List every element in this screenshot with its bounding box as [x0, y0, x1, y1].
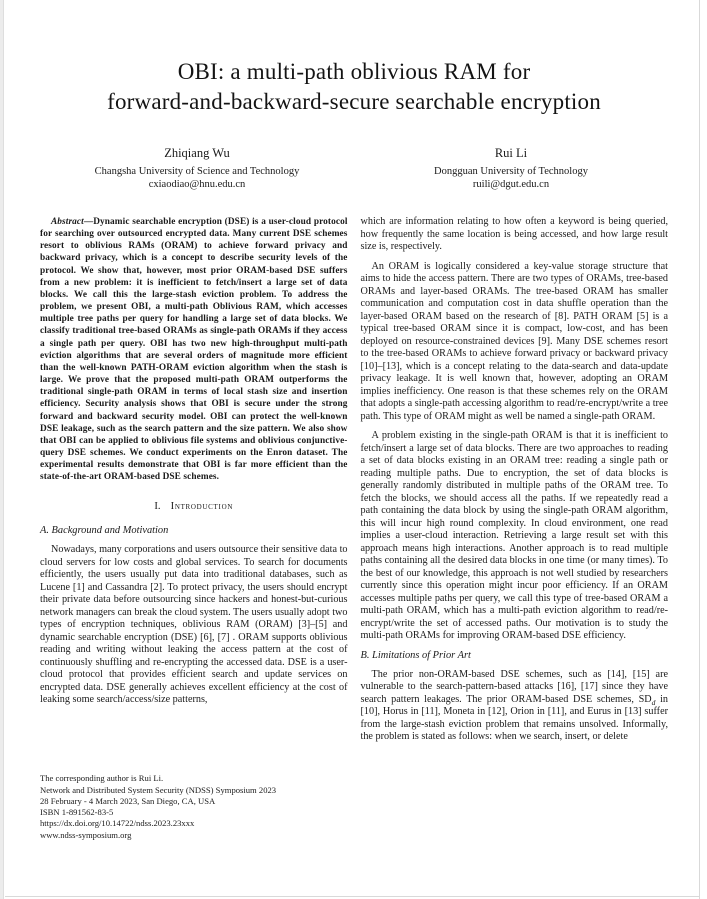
abstract-label: Abstract — [51, 217, 84, 227]
intro-paragraph-2: An ORAM is logically considered a key-value storage structure that aims to hide the access pattern. There are two types of ORAMs, tree-based ORAMs and layer-based ORAMs. The tree-based ORAM has smaller communication and computation cost in data shuffle operation than the layer-based ORAM based on the research of [8]. PATH ORAM [5] is a typical tree-based ORAM since it is compact, low-cost, and has been deployed on resource-constrained devices [9]. Many DSE schemes resort to the tree-based ORAMs to achieve forward privacy or backward privacy [10]–[13], which is a concept relating to the data-search and data-update privacy leakage. It is well known that, however, adopting an ORAM implies inefficiency. One reason is that these schemes rely on the ORAM that adopts a single-path accessing algorithm to read/re-encrypt/write a tree path. This type of ORAM might as well be named a single-path ORAM. — [360, 260, 668, 422]
prior-art-text-post: in [10], Horus in [11], Moneta in [12], Orion in [11], and Eurus in [13] suffer from the large-stash eviction problem that remains unsolved. Informally, the problem is stated as follows: when we search, insert, or delete — [360, 693, 668, 742]
intro-paragraph-1: Nowadays, many corporations and users outsource their sensitive data to cloud servers for low costs and global services. To search for documents efficiently, the users usually put data into traditional databases, such as Lucene [1] and Cassandra [2]. To protect privacy, the users should encrypt their private data before outsourcing since hackers and honest-but-curious network managers can break the cloud system. The users usually adopt two types of encryption techniques, oblivious RAM (ORAM) [3]–[5] and dynamic searchable encryption (DSE) [6], [7] . ORAM supports oblivious reading and writing without leaking the access pattern at the cost of continuously shuffling and re-encrypting the accessed data. DSE is a user-cloud protocol that provides efficient search and update services on encrypted data. DSE generally achieves excellent efficiency at the cost of leaking some search/access/size patterns, — [40, 544, 348, 706]
left-column — [40, 216, 348, 844]
section-title: Introduction — [170, 501, 234, 513]
footnote-doi-url: https://dx.doi.org/10.14722/ndss.2023.23xxx — [40, 818, 195, 829]
abstract-paragraph — [40, 216, 348, 483]
paper-title-line-1: OBI: a multi-path oblivious RAM for — [177, 59, 531, 84]
section-number: I. — [154, 501, 161, 513]
intro-paragraph-1-continued: which are information relating to how often a keyword is being queried, how frequently the same location is being accessed, and how large result size is, respectively. — [360, 216, 668, 252]
footnote-block — [40, 773, 348, 844]
footnote-isbn: ISBN 1-891562-83-5 — [40, 807, 114, 818]
author-1-email: cxiaodiao@hnu.edu.cn — [148, 179, 246, 190]
author-2-name: Rui Li — [494, 146, 528, 160]
author-1-affiliation: Changsha University of Science and Technology — [94, 166, 300, 177]
author-2-email: ruili@dgut.edu.cn — [472, 179, 550, 190]
author-2-affiliation: Dongguan University of Technology — [434, 166, 588, 177]
prior-art-text-pre: The prior non-ORAM-based DSE schemes, such as [14], [15] are vulnerable to the search-pattern-based attacks [16], [17] since they have search pattern leakages. The prior ORAM-based DSE schemes, SD — [360, 668, 668, 705]
section-heading-introduction — [40, 501, 348, 512]
page-right-edge — [699, 0, 700, 899]
footnote-date-location: 28 February - 4 March 2023, San Diego, CA, USA — [40, 795, 216, 806]
subsection-heading-a: A. Background and Motivation — [40, 525, 169, 537]
footnote-website-url: www.ndss-symposium.org — [40, 829, 132, 840]
page-left-edge — [0, 0, 4, 899]
author-block — [40, 146, 668, 191]
paper-title — [40, 57, 668, 117]
prior-art-paragraph — [361, 669, 669, 744]
author-1 — [40, 146, 354, 191]
author-1-name: Zhiqiang Wu — [164, 146, 230, 160]
intro-paragraph-3: A problem existing in the single-path ORAM is that it is inefficient to fetch/insert a large set of data blocks. There are two approaches to reading a set of data blocks existing in an ORAM tree: reading a single path or reading multiple paths. Due to encryption, the set of data blocks is generally randomly distributed in multiple paths of the ORAM tree. To fetch the blocks, we should access all the paths. If we repeatedly read a path containing the data block by using the single-path ORAM algorithm, this will incur high round complexity. In cloud environment, one read implies a user-cloud interaction. Retrieving a large result set with this approach means high interactions. Another approach is to read multiple paths containing all the desired data blocks in one time (or many times). To the best of our knowledge, this approach is not well studied by researchers currently since this operation might incur poor efficiency. If an ORAM accesses multiple paths per query, we call this type of tree-based ORAM a multi-path ORAM, which has a multi-path eviction algorithm to read/re-encrypt/write the set of accessed paths. Our motivation is to study the multi-path ORAMs for improving ORAM-based DSE efficiency. — [360, 430, 668, 641]
page-bottom-edge — [5, 896, 699, 897]
sd-subscript: d — [651, 697, 656, 707]
right-column — [361, 216, 669, 844]
abstract-body: —Dynamic searchable encryption (DSE) is a user-cloud protocol for searching over outsourced encrypted data. Many current DSE schemes resort to oblivious RAMs (ORAM) to achieve forward privacy and backward privacy, which is a concept to describe security levels of the protocol. We show that, however, most prior ORAM-based DSE suffers from a new problem: it is inefficient to fetch/insert a large set of data blocks. We call this the large-stash eviction problem. To address the problem, we present OBI, a multi-path Oblivious RAM, which accesses multiple tree paths per query for handling a large set of data blocks. We classify traditional tree-based ORAMs as single-path ORAMs if they access a single path per query. OBI has two new high-throughput multi-path eviction algorithms that are several orders of magnitude more efficient than the well-known PATH-ORAM eviction algorithm when the stash is large. We prove that the proposed multi-path ORAM outperforms the traditional single-path ORAM in terms of local stash size and insertion efficiency. Security analysis shows that OBI is secure under the strong forward and backward security model. OBI can protect the well-known DSE leakage, such as the search pattern and the size pattern. We also show that OBI can be applied to oblivious file systems and oblivious conjunctive-query DSE schemes. We conduct experiments on the Enron dataset. The experimental results demonstrate that OBI is far more efficient than the state-of-the-art ORAM-based DSE schemes. — [40, 217, 348, 483]
paper-title-line-2: forward-and-backward-secure searchable encryption — [107, 89, 601, 114]
subsection-heading-b: B. Limitations of Prior Art — [360, 649, 471, 661]
body-columns — [40, 216, 668, 844]
footnote-corresponding-author: The corresponding author is Rui Li. — [40, 773, 164, 784]
author-2 — [354, 146, 668, 191]
footnote-venue: Network and Distributed System Security (NDSS) Symposium 2023 — [40, 784, 277, 795]
page-content — [40, 57, 668, 844]
